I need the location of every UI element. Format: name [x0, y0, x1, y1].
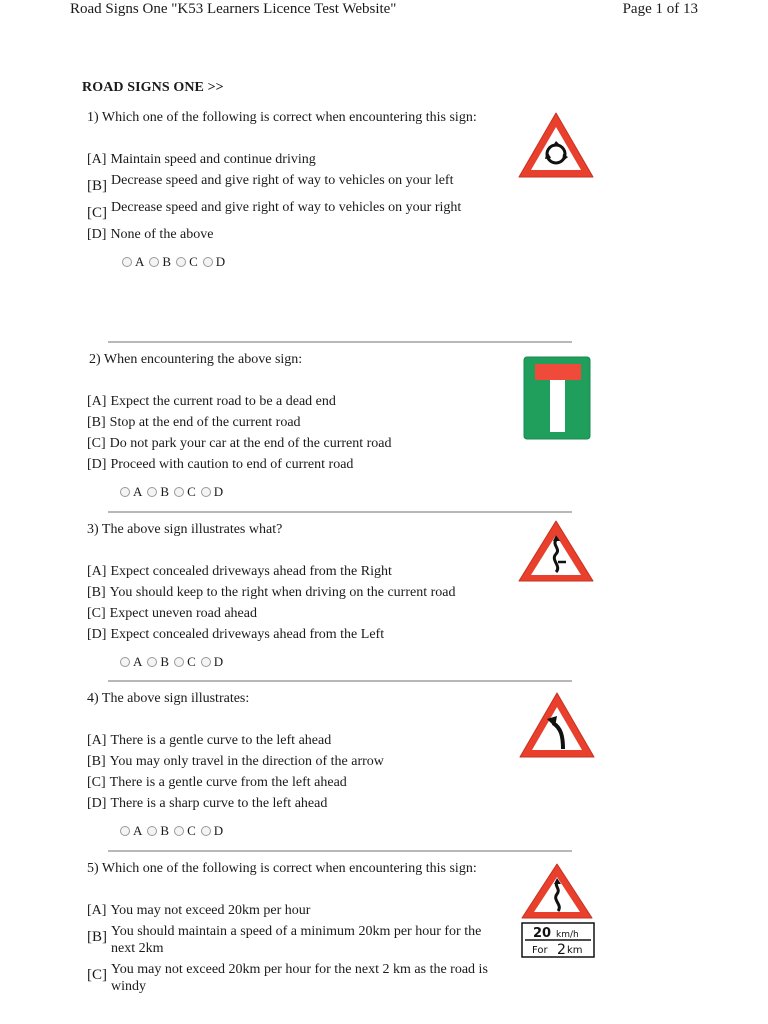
option-text: Do not park your car at the end of the current road — [109, 436, 392, 451]
speed-limit-plate — [521, 922, 595, 958]
option-text: Maintain speed and continue driving — [110, 152, 316, 167]
divider — [108, 680, 572, 682]
option-label: [D] — [87, 227, 107, 242]
page-number: Page 1 of 13 — [622, 1, 698, 17]
option-c — [84, 199, 514, 222]
plate-speed-number: 20 — [533, 926, 552, 941]
roundabout-sign-icon — [516, 110, 596, 180]
option-b — [84, 584, 514, 601]
radio-circle-icon[interactable] — [147, 487, 157, 497]
radio-circle-icon[interactable] — [120, 826, 130, 836]
radio-circle-icon[interactable] — [147, 826, 157, 836]
divider — [108, 850, 572, 852]
option-label: [D] — [87, 796, 107, 811]
radio-circle-icon[interactable] — [120, 657, 130, 667]
option-b — [84, 414, 514, 431]
option-text: Expect concealed driveways ahead from the Left — [110, 627, 385, 642]
option-text: There is a sharp curve to the left ahead — [110, 796, 328, 811]
option-text: You should keep to the right when driving on the current road — [109, 585, 456, 600]
winding-road-sign-icon — [516, 518, 596, 584]
plate-distance-number: 2 — [557, 942, 566, 958]
radio-circle-icon[interactable] — [149, 257, 159, 267]
option-b — [84, 172, 514, 195]
radio-b[interactable]: B — [149, 253, 171, 270]
question-text: 1) Which one of the following is correct when encountering this sign: — [87, 110, 477, 125]
dead-end-sign-icon — [523, 356, 591, 440]
option-label: [A] — [87, 152, 107, 167]
curve-left-sign-icon — [517, 690, 597, 760]
radio-d[interactable]: D — [201, 483, 223, 500]
radio-d[interactable]: D — [201, 822, 223, 839]
option-d — [84, 795, 514, 812]
option-text: Decrease speed and give right of way to vehicles on your left — [111, 173, 454, 188]
option-label: [A] — [87, 903, 107, 918]
answer-radio-group — [122, 253, 514, 270]
plate-for-label: For — [532, 945, 548, 956]
option-label: [B] — [87, 929, 107, 945]
radio-circle-icon[interactable] — [147, 657, 157, 667]
radio-a[interactable]: A — [120, 653, 142, 670]
question-1 — [84, 109, 514, 270]
answer-radio-group — [120, 822, 514, 839]
radio-circle-icon[interactable] — [122, 257, 132, 267]
option-text: There is a gentle curve to the left ahead — [110, 733, 332, 748]
radio-circle-icon[interactable] — [174, 657, 184, 667]
option-a — [84, 563, 514, 580]
radio-c[interactable]: C — [174, 483, 196, 500]
radio-c[interactable]: C — [174, 822, 196, 839]
option-label: [C] — [87, 967, 107, 983]
option-c — [84, 961, 514, 995]
question-2 — [84, 351, 514, 500]
option-b — [84, 753, 514, 770]
question-text: 5) Which one of the following is correct when encountering this sign: — [87, 861, 477, 876]
radio-circle-icon[interactable] — [201, 657, 211, 667]
option-label: [C] — [87, 775, 106, 790]
radio-b[interactable]: B — [147, 483, 169, 500]
option-d — [84, 456, 514, 473]
option-text: Expect concealed driveways ahead from the Right — [110, 564, 392, 579]
option-a — [84, 902, 514, 919]
divider — [108, 341, 572, 343]
option-text: Expect the current road to be a dead end — [110, 394, 336, 409]
divider — [108, 511, 572, 513]
option-label: [A] — [87, 733, 107, 748]
radio-circle-icon[interactable] — [201, 826, 211, 836]
radio-a[interactable]: A — [120, 483, 142, 500]
option-label: [A] — [87, 394, 107, 409]
option-d — [84, 626, 514, 643]
radio-a[interactable]: A — [120, 822, 142, 839]
radio-circle-icon[interactable] — [174, 826, 184, 836]
option-label: [D] — [87, 627, 107, 642]
radio-circle-icon[interactable] — [176, 257, 186, 267]
option-label: [D] — [87, 457, 107, 472]
question-text: 3) The above sign illustrates what? — [87, 522, 283, 537]
option-label: [C] — [87, 606, 106, 621]
option-label: [B] — [87, 754, 106, 769]
option-text: You may only travel in the direction of the arrow — [109, 754, 384, 769]
option-label: [C] — [87, 436, 106, 451]
plate-speed-unit: km/h — [556, 930, 579, 940]
radio-b[interactable]: B — [147, 822, 169, 839]
option-text: Proceed with caution to end of current road — [110, 457, 354, 472]
question-text: 4) The above sign illustrates: — [87, 691, 250, 706]
radio-a[interactable]: A — [122, 253, 144, 270]
option-label: [A] — [87, 564, 107, 579]
question-4 — [84, 690, 514, 839]
option-text: You may not exceed 20km per hour for the next 2 km as the road is windy — [111, 962, 488, 994]
answer-radio-group — [120, 483, 514, 500]
radio-c[interactable]: C — [176, 253, 198, 270]
radio-circle-icon[interactable] — [203, 257, 213, 267]
document-title: Road Signs One "K53 Learners Licence Test Website" — [70, 1, 397, 17]
option-text: Stop at the end of the current road — [109, 415, 301, 430]
answer-radio-group — [120, 653, 514, 670]
option-a — [84, 151, 514, 168]
radio-c[interactable]: C — [174, 653, 196, 670]
option-text: You should maintain a speed of a minimum 20km per hour for the next 2km — [111, 924, 482, 956]
radio-d[interactable]: D — [203, 253, 225, 270]
option-d — [84, 226, 514, 243]
option-text: Expect uneven road ahead — [109, 606, 257, 621]
option-a — [84, 732, 514, 749]
option-label: [C] — [87, 205, 107, 221]
option-text: You may not exceed 20km per hour — [110, 903, 311, 918]
option-text: There is a gentle curve from the left ahead — [109, 775, 347, 790]
option-b — [84, 923, 514, 957]
option-label: [B] — [87, 178, 107, 194]
option-label: [B] — [87, 585, 106, 600]
winding-road-speed-sign-icon — [519, 861, 595, 921]
radio-b[interactable]: B — [147, 653, 169, 670]
question-text: 2) When encountering the above sign: — [89, 352, 303, 367]
option-c — [84, 435, 514, 452]
question-3 — [84, 521, 514, 670]
question-5 — [84, 860, 514, 999]
section-title: ROAD SIGNS ONE >> — [82, 80, 224, 95]
radio-circle-icon[interactable] — [174, 487, 184, 497]
radio-d[interactable]: D — [201, 653, 223, 670]
radio-circle-icon[interactable] — [201, 487, 211, 497]
option-text: Decrease speed and give right of way to vehicles on your right — [111, 200, 462, 215]
option-c — [84, 774, 514, 791]
option-label: [B] — [87, 415, 106, 430]
option-text: None of the above — [110, 227, 214, 242]
radio-circle-icon[interactable] — [120, 487, 130, 497]
option-a — [84, 393, 514, 410]
option-c — [84, 605, 514, 622]
plate-distance-unit: km — [567, 945, 583, 956]
